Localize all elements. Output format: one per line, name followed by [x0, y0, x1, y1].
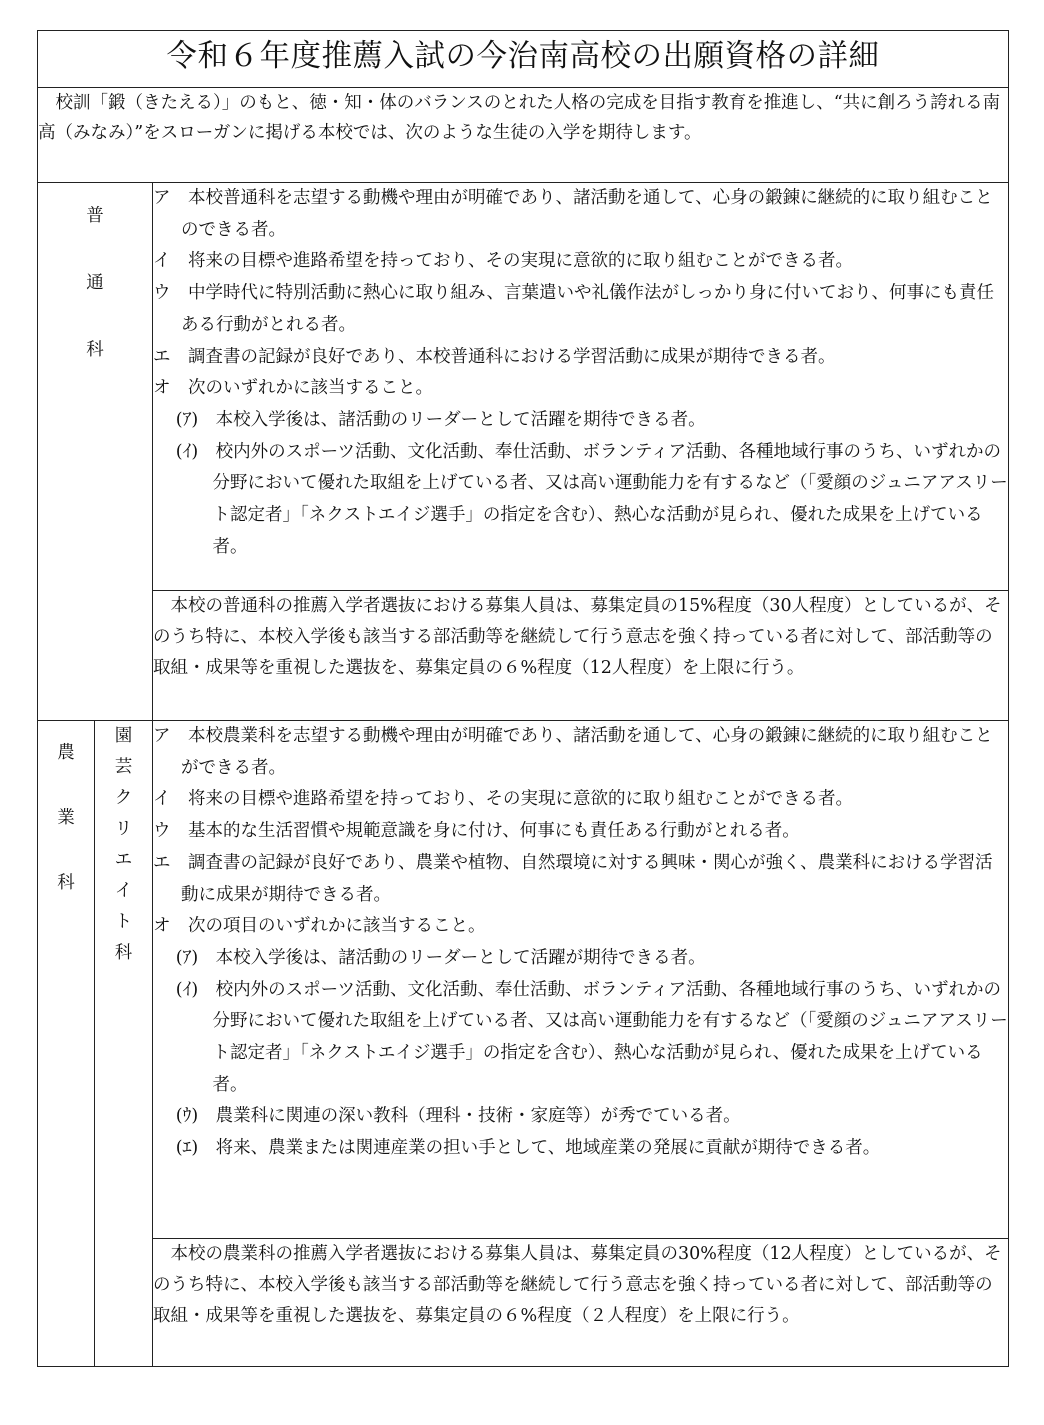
agri-item-e: エ 調査書の記録が良好であり、農業や植物、自然環境に対する興味・関心が強く、農業科における学習活動に成果が期待できる者。: [153, 852, 993, 905]
general-course-label-text: 普 通 科: [86, 206, 104, 360]
general-item-e: エ 調査書の記録が良好であり、本校普通科における学習活動に成果が期待できる者。: [153, 346, 836, 367]
general-quota-note: [153, 591, 1009, 721]
agriculture-course-label: [38, 721, 95, 1367]
agri-subitem-2: (ｲ) 校内外のスポーツ活動、文化活動、奉仕活動、ボランティア活動、各種地域行事のうち、いずれかの分野において優れた取組を上げている者、又は高い運動能力を有するなど（「愛顔のジュニアアスリート認定者」「ネクストエイジ選手」の指定を含む）、熱心な活動が見られ、優れた成果を上げている者。: [175, 979, 1008, 1095]
intro-paragraph: [38, 88, 1009, 183]
admission-table: [37, 30, 1009, 1367]
document-title: 令和６年度推薦入試の今治南高校の出願資格の詳細: [38, 31, 1009, 88]
agri-item-o: オ 次の項目のいずれかに該当すること。: [153, 916, 486, 937]
agri-subitem-3: (ｳ) 農業科に関連の深い教科（理科・技術・家庭等）が秀でている者。: [175, 1106, 741, 1127]
horticulture-dept-label: [95, 721, 153, 1367]
horticulture-dept-label-text: 園 芸 ク リ エ イ ト 科: [114, 726, 133, 963]
general-item-o: オ 次のいずれかに該当すること。: [153, 378, 433, 399]
general-course-label: [38, 183, 153, 721]
general-subitem-1: (ｱ) 本校入学後は、諸活動のリーダーとして活躍を期待できる者。: [175, 409, 706, 430]
intro-text: 校訓「鍛（きたえる）」のもと、徳・知・体のバランスのとれた人格の完成を目指す教育を推進し、“共に創ろう誇れる南高（みなみ）”をスローガンに掲げる本校では、次のような生徒の入学を期待します。: [38, 93, 1001, 143]
agriculture-criteria: [153, 721, 1009, 1239]
agri-subitem-1: (ｱ) 本校入学後は、諸活動のリーダーとして活躍が期待できる者。: [175, 947, 706, 968]
general-criteria: [153, 183, 1009, 591]
general-item-a: ア 本校普通科を志望する動機や理由が明確であり、諸活動を通して、心身の鍛錬に継続的に取り組むことのできる者。: [153, 188, 993, 240]
agri-quota-text: 本校の農業科の推薦入学者選抜における募集人員は、募集定員の30%程度（12人程度）としているが、そのうち特に、本校入学後も該当する部活動等を継続して行う意志を強く持っている者に対して、部活動等の取組・成果等を重視した選抜を、募集定員の６%程度（２人程度）を上限に行う。: [153, 1244, 1002, 1326]
general-subitem-2: (ｲ) 校内外のスポーツ活動、文化活動、奉仕活動、ボランティア活動、各種地域行事のうち、いずれかの分野において優れた取組を上げている者、又は高い運動能力を有するなど（「愛顔のジュニアアスリート認定者」「ネクストエイジ選手」の指定を含む）、熱心な活動が見られ、優れた成果を上げている者。: [175, 441, 1008, 557]
agri-item-a: ア 本校農業科を志望する動機や理由が明確であり、諸活動を通して、心身の鍛錬に継続的に取り組むことができる者。: [153, 726, 993, 778]
agri-item-u: ウ 基本的な生活習慣や規範意識を身に付け、何事にも責任ある行動がとれる者。: [153, 821, 800, 842]
agri-subitem-4: (ｴ) 将来、農業または関連産業の担い手として、地域産業の発展に貢献が期待できる者。: [175, 1138, 881, 1159]
general-quota-text: 本校の普通科の推薦入学者選抜における募集人員は、募集定員の15%程度（30人程度）としているが、そのうち特に、本校入学後も該当する部活動等を継続して行う意志を強く持っている者に対して、部活動等の取組・成果等を重視した選抜を、募集定員の６%程度（12人程度）を上限に行う。: [153, 596, 1002, 678]
general-item-u: ウ 中学時代に特別活動に熱心に取り組み、言葉遣いや礼儀作法がしっかり身に付いており、何事にも責任ある行動がとれる者。: [153, 283, 995, 335]
agriculture-course-label-text: 農 業 科: [57, 743, 75, 893]
agriculture-quota-note: [153, 1239, 1009, 1367]
general-item-i: イ 将来の目標や進路希望を持っており、その実現に意欲的に取り組むことができる者。: [153, 251, 853, 272]
agri-item-i: イ 将来の目標や進路希望を持っており、その実現に意欲的に取り組むことができる者。: [153, 789, 853, 810]
